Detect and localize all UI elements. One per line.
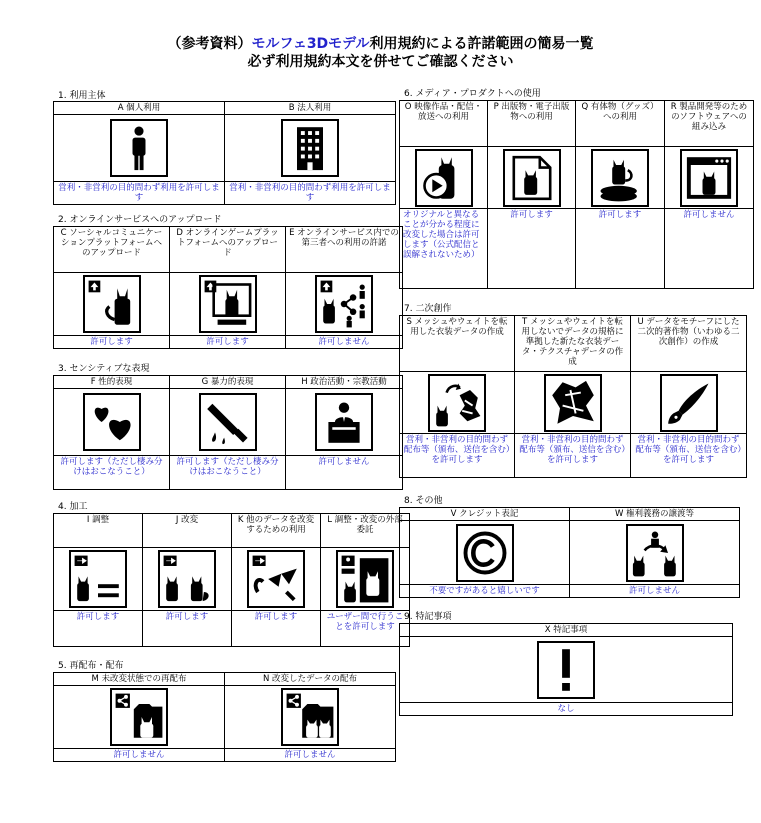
section-heading: 5. 再配布・配布 (58, 661, 124, 671)
item-result: 営利・非営利の目的問わず配布等（頒布、送信を含む）を許可します (631, 434, 747, 478)
item-label: D オンラインゲームプラットフォームへのアップロード (170, 227, 286, 273)
item-label: L 調整・改変の外部委託 (321, 514, 410, 548)
item-result: 許可しません (286, 456, 403, 490)
item-result: 許可します (54, 611, 143, 647)
section-heading: 8. その他 (404, 496, 443, 506)
item-label: E オンラインサービス内での第三者への利用の許諾 (286, 227, 403, 273)
building-icon (281, 119, 339, 177)
license-table-sensitive (53, 375, 403, 490)
item-label: F 性的表現 (54, 376, 170, 389)
item-result: 許可します（ただし棲み分けはおこなうこと） (54, 456, 170, 490)
section-heading: 2. オンラインサービスへのアップロード (58, 215, 222, 225)
item-result: なし (400, 703, 733, 716)
item-label: B 法人利用 (225, 102, 396, 115)
item-result: ユーザー間で行うことを許可します (321, 611, 410, 647)
license-table-special-notes (399, 623, 733, 716)
item-label: A 個人利用 (54, 102, 225, 115)
video-icon (415, 149, 473, 207)
section-heading: 1. 利用主体 (58, 91, 106, 101)
item-result: 許可します (488, 209, 576, 289)
section-heading: 4. 加工 (58, 502, 88, 512)
item-label: C ソーシャルコミュニケーションプラットフォームへのアップロード (54, 227, 170, 273)
item-result: 営利・非営利の目的問わず配布等（頒布、送信を含む）を許可します (400, 434, 515, 478)
item-label: R 製品開発等のためのソフトウェアへの組み込み (665, 101, 754, 147)
publication-icon (503, 149, 561, 207)
item-label: T メッシュやウェイトを転用しないでデータの規格に準拠した新たな衣装データ・テクスチャデータの作成 (515, 316, 631, 372)
item-result: 許可します (170, 336, 286, 349)
adjust-icon (69, 550, 127, 608)
item-label: O 映像作品・配信・放送への利用 (400, 101, 488, 147)
item-result: 許可します (576, 209, 665, 289)
item-label: J 改変 (143, 514, 232, 548)
podium-icon (315, 393, 373, 451)
item-label: P 出版物・電子出版物への利用 (488, 101, 576, 147)
item-result: 営利・非営利の目的問わず配布等（頒布、送信を含む）を許可します (515, 434, 631, 478)
item-label: M 未改変状態での再配布 (54, 673, 225, 686)
transfer-icon (626, 524, 684, 582)
distribute-modified-icon (281, 688, 339, 746)
goods-icon (591, 149, 649, 207)
costume-mesh-icon (428, 374, 486, 432)
item-label: N 改変したデータの配布 (225, 673, 396, 686)
license-table-derivative (399, 315, 747, 478)
license-table-other (399, 507, 740, 598)
new-costume-icon (544, 374, 602, 432)
license-table-online-upload (53, 226, 403, 349)
modify-icon (158, 550, 216, 608)
item-result: 許可しません (570, 585, 740, 598)
outsource-icon (336, 550, 394, 608)
item-result: 営利・非営利の目的問わず利用を許可します (225, 182, 396, 205)
exclamation-icon (537, 641, 595, 699)
item-result: 許可しません (54, 749, 225, 762)
section-heading: 3. センシティブな表現 (58, 364, 150, 374)
license-table-media (399, 100, 754, 289)
section-heading: 9. 特記事項 (404, 612, 452, 622)
model-name: モルフェ3Dモデル (251, 36, 370, 52)
item-result: 許可します (232, 611, 321, 647)
item-label: K 他のデータを改変するための利用 (232, 514, 321, 548)
software-icon (680, 149, 738, 207)
item-label: G 暴力的表現 (170, 376, 286, 389)
license-table-processing (53, 513, 410, 647)
section-heading: 6. メディア・プロダクトへの使用 (404, 89, 541, 99)
hearts-icon (83, 393, 141, 451)
item-result: 不要ですがあると嬉しいです (400, 585, 570, 598)
item-result: 許可します (143, 611, 232, 647)
item-result: 許可しません (286, 336, 403, 349)
item-label: Q 有体物（グッズ）への利用 (576, 101, 665, 147)
item-label: W 権利義務の譲渡等 (570, 508, 740, 521)
item-result: 許可しません (225, 749, 396, 762)
item-label: I 調整 (54, 514, 143, 548)
pen-nib-icon (660, 374, 718, 432)
item-label: H 政治活動・宗教活動 (286, 376, 403, 389)
item-result: 許可します（ただし棲み分けはおこなうこと） (170, 456, 286, 490)
item-label: S メッシュやウェイトを転用した衣装データの作成 (400, 316, 515, 372)
other-data-icon (247, 550, 305, 608)
item-result: 許可しません (665, 209, 754, 289)
upload-social-icon (83, 275, 141, 333)
knife-icon (199, 393, 257, 451)
item-label: X 特記事項 (400, 624, 733, 637)
item-result: 許可します (54, 336, 170, 349)
redistribute-icon (110, 688, 168, 746)
person-icon (110, 119, 168, 177)
item-result: 営利・非営利の目的問わず利用を許可します (54, 182, 225, 205)
license-table-redistribution (53, 672, 396, 762)
share-users-icon (315, 275, 373, 333)
item-label: U データをモチーフにした二次的著作物（いわゆる二次創作）の作成 (631, 316, 747, 372)
page-title: （参考資料）モルフェ3Dモデル利用規約による許諾範囲の簡易一覧 (167, 36, 594, 52)
license-table-usage-entity (53, 101, 396, 205)
upload-game-icon (199, 275, 257, 333)
section-heading: 7. 二次創作 (404, 304, 452, 314)
page-subtitle: 必ず利用規約本文を併せてご確認ください (247, 54, 514, 70)
item-label: V クレジット表記 (400, 508, 570, 521)
item-result: オリジナルと異なることが分かる程度に改変した場合は許可します（公式配信と誤解されないため） (400, 209, 488, 289)
copyright-icon (456, 524, 514, 582)
